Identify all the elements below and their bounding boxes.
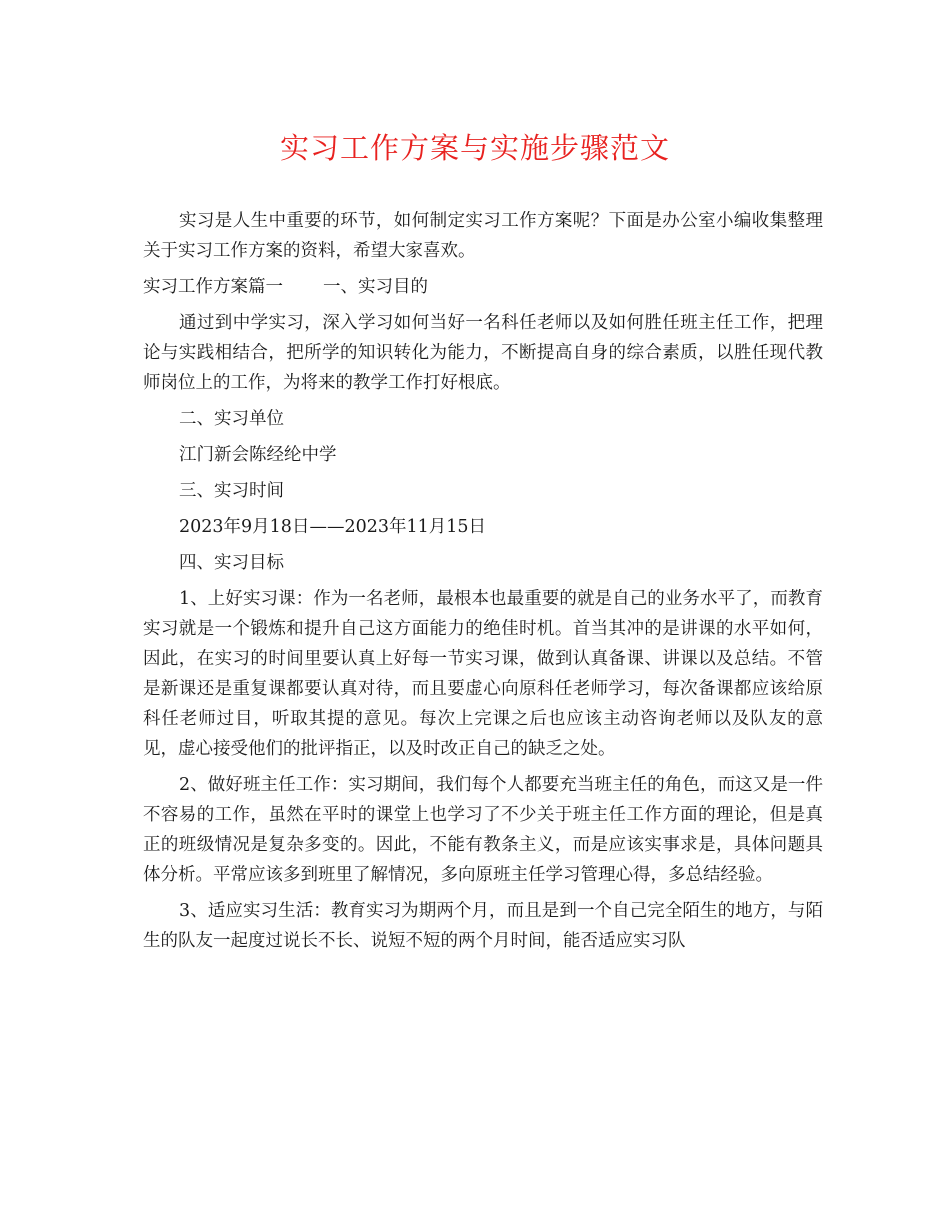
section-label: 实习工作方案篇一 (143, 277, 283, 297)
time-paragraph: 2023年9月18日——2023年11月15日 (179, 517, 487, 537)
heading-time: 三、实习时间 (179, 481, 284, 501)
heading-goals: 四、实习目标 (179, 553, 284, 573)
heading-purpose: 一、实习目的 (323, 277, 428, 297)
document-body (143, 206, 823, 962)
page-title: 实习工作方案与实施步骤范文 (279, 131, 670, 165)
section-heading-line (143, 272, 823, 302)
goal-3-paragraph: 3、适应实习生活：教育实习为期两个月，而且是到一个自己完全陌生的地方，与陌生的队友一起度过说长不长、说短不短的两个月时间，能否适应实习队 (143, 901, 823, 951)
heading-unit: 二、实习单位 (179, 409, 284, 429)
goal-1-paragraph: 1、上好实习课：作为一名老师，最根本也最重要的就是自己的业务水平了，而教育实习就是一个锻炼和提升自己这方面能力的绝佳时机。首当其冲的是讲课的水平如何，因此，在实习的时间里要认真上好每一节实习课，做到认真备课、讲课以及总结。不管是新课还是重复课都要认真对待，而且要虚心向原科任老师学习，每次备课都应该给原科任老师过目，听取其提的意见。每次上完课之后也应该主动咨询老师以及队友的意见，虚心接受他们的批评指正，以及时改正自己的缺乏之处。 (143, 589, 823, 759)
unit-paragraph: 江门新会陈经纶中学 (179, 445, 337, 465)
purpose-paragraph: 通过到中学实习，深入学习如何当好一名科任老师以及如何胜任班主任工作，把理论与实践相结合，把所学的知识转化为能力，不断提高自身的综合素质，以胜任现代教师岗位上的工作，为将来的教学工作打好根底。 (143, 313, 823, 393)
goal-2-paragraph: 2、做好班主任工作：实习期间，我们每个人都要充当班主任的角色，而这又是一件不容易的工作，虽然在平时的课堂上也学习了不少关于班主任工作方面的理论，但是真正的班级情况是复杂多变的。因此，不能有教条主义，而是应该实事求是，具体问题具体分析。平常应该多到班里了解情况，多向原班主任学习管理心得，多总结经验。 (143, 775, 823, 885)
intro-paragraph: 实习是人生中重要的环节，如何制定实习工作方案呢？下面是办公室小编收集整理关于实习工作方案的资料，希望大家喜欢。 (143, 211, 823, 261)
